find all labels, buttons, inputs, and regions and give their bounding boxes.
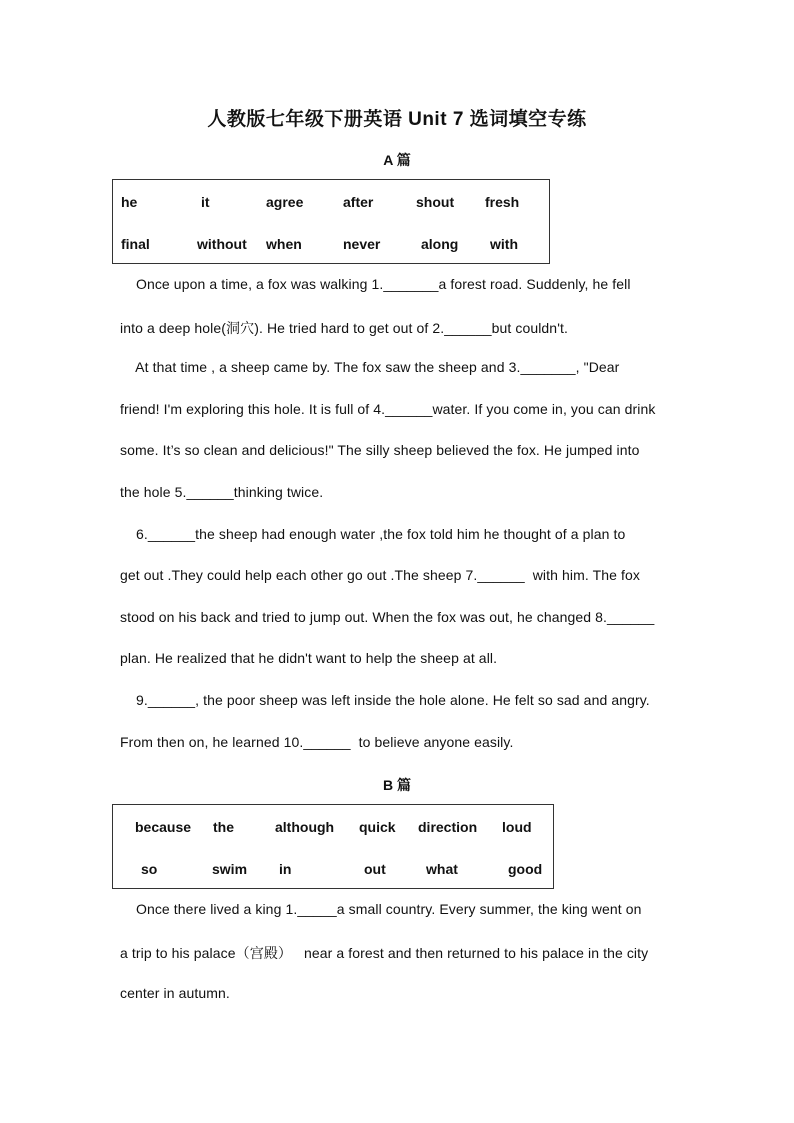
passage-line: At that time , a sheep came by. The fox saw the sheep and 3._______, "Dear (120, 359, 620, 375)
word-bank-a-item: after (343, 194, 374, 210)
word-bank-b-item: what (426, 861, 458, 877)
word-bank-a-item: final (121, 236, 150, 252)
section-a-heading: A 篇 (383, 152, 411, 168)
passage-line: Once there lived a king 1._____a small country. Every summer, the king went on (120, 901, 642, 917)
word-bank-a-item: never (343, 236, 381, 252)
passage-line: some. It’s so clean and delicious!" The silly sheep believed the fox. He jumped into (120, 442, 640, 458)
passage-line: 6.______the sheep had enough water ,the fox told him he thought of a plan to (120, 526, 626, 542)
passage-line: center in autumn. (120, 985, 230, 1001)
word-bank-a-item: along (421, 236, 459, 252)
passage-line: the hole 5.______thinking twice. (120, 484, 324, 500)
word-bank-b-item: because (135, 819, 192, 835)
word-bank-b-item: so (141, 861, 158, 877)
word-bank-b-item: although (275, 819, 335, 835)
word-bank-b-item: swim (212, 861, 248, 877)
word-bank-b-item: quick (359, 819, 396, 835)
passage-line: plan. He realized that he didn't want to help the sheep at all. (120, 650, 498, 666)
word-bank-b-item: good (508, 861, 543, 877)
word-bank-a-item: he (121, 194, 138, 210)
word-bank-b-item: out (364, 861, 386, 877)
passage-line: stood on his back and tried to jump out. When the fox was out, he changed 8.______ (120, 609, 655, 625)
word-bank-b-item: direction (418, 819, 478, 835)
page-title: 人教版七年级下册英语 Unit 7 选词填空专练 (207, 109, 587, 130)
word-bank-a-item: with (490, 236, 518, 252)
passage-line: Once upon a time, a fox was walking 1._______a forest road. Suddenly, he fell (120, 276, 631, 292)
passage-line: From then on, he learned 10.______ to believe anyone easily. (120, 734, 514, 750)
word-bank-b-item: loud (502, 819, 532, 835)
word-bank-b (112, 804, 554, 889)
passage-line: a trip to his palace（宫殿） near a forest and then returned to his palace in the city (120, 945, 649, 961)
word-bank-a-item: shout (416, 194, 455, 210)
passage-line: get out .They could help each other go out .The sheep 7.______ with him. The fox (120, 567, 640, 583)
section-b-heading: B 篇 (383, 777, 411, 793)
word-bank-a-item: it (201, 194, 210, 210)
word-bank-a-item: fresh (485, 194, 520, 210)
word-bank-b-item: in (279, 861, 292, 877)
word-bank-a-item: when (266, 236, 302, 252)
word-bank-a-item: without (197, 236, 247, 252)
word-bank-b-item: the (213, 819, 234, 835)
passage-line: 9.______, the poor sheep was left inside the hole alone. He felt so sad and angry. (120, 692, 650, 708)
passage-line: friend! I'm exploring this hole. It is full of 4.______water. If you come in, you can drink (120, 401, 656, 417)
word-bank-a (112, 179, 550, 264)
passage-line: into a deep hole(洞穴). He tried hard to get out of 2.______but couldn't. (120, 320, 568, 336)
word-bank-a-item: agree (266, 194, 304, 210)
